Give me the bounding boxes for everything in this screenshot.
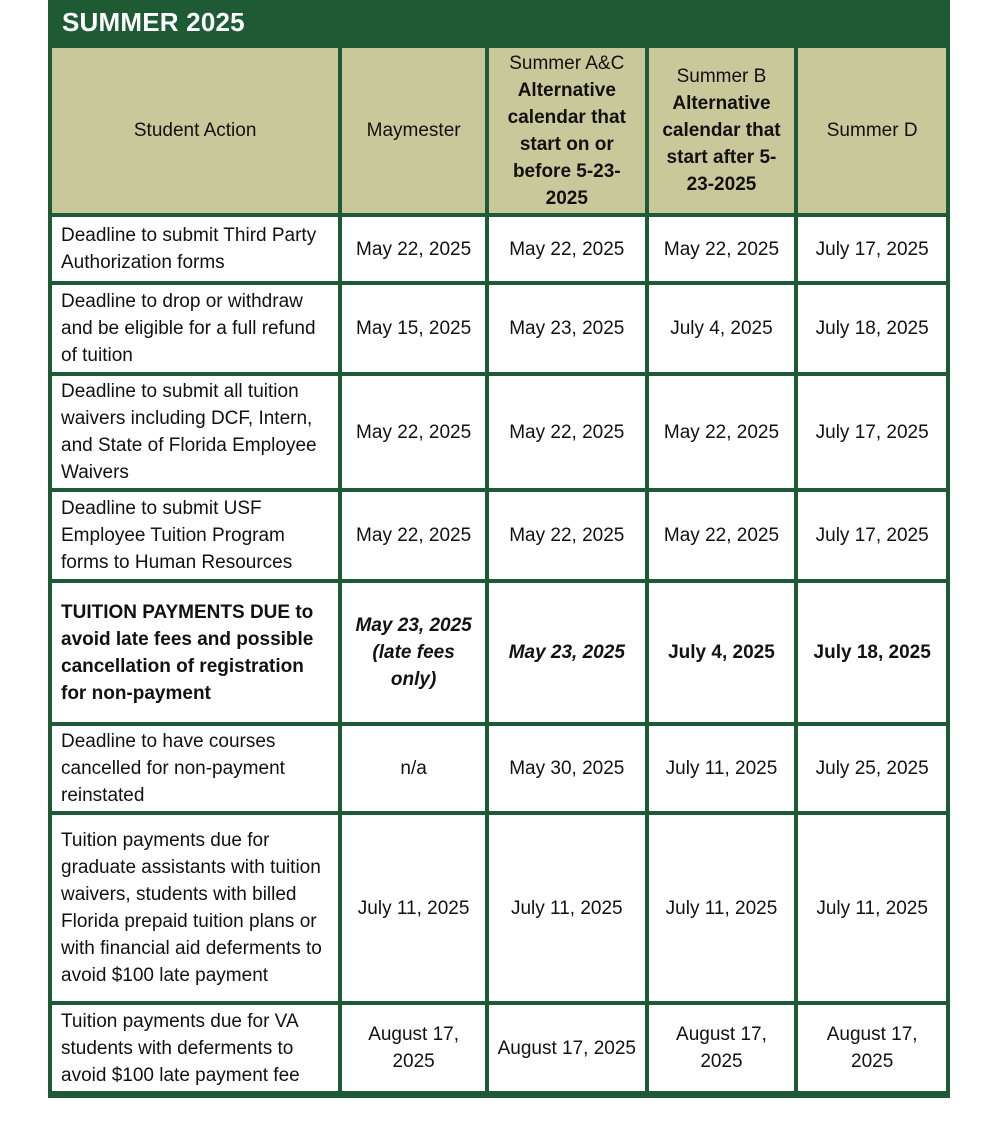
cell-summer-b: May 22, 2025: [649, 376, 795, 488]
cell-summer-d: July 17, 2025: [798, 376, 946, 488]
deadlines-table: [48, 44, 950, 1095]
header-summer-b-note: Alternative calendar that start after 5-23-2025: [662, 93, 781, 195]
header-summer-b: [649, 48, 795, 213]
header-summer-ac: [489, 48, 645, 213]
cell-summer-d: July 18, 2025: [798, 285, 946, 372]
cell-summer-b: July 11, 2025: [649, 815, 795, 1001]
cell-summer-d: August 17, 2025: [798, 1005, 946, 1091]
cell-summer-b: May 22, 2025: [649, 492, 795, 579]
table-title: SUMMER 2025: [48, 0, 950, 44]
cell-summer-d: July 18, 2025: [798, 583, 946, 722]
cell-summer-b: May 22, 2025: [649, 217, 795, 281]
table-row: [52, 217, 946, 281]
row-action: Deadline to submit USF Employee Tuition Program forms to Human Resources: [52, 492, 338, 579]
cell-maymester: May 22, 2025: [342, 492, 485, 579]
table-row: [52, 815, 946, 1001]
row-action: Deadline to submit Third Party Authorization forms: [52, 217, 338, 281]
table-row: [52, 492, 946, 579]
cell-summer-ac: May 22, 2025: [489, 376, 645, 488]
row-action: Deadline to have courses cancelled for non-payment reinstated: [52, 726, 338, 811]
cell-summer-ac: May 30, 2025: [489, 726, 645, 811]
table-row: [52, 726, 946, 811]
cell-summer-ac: May 23, 2025: [489, 583, 645, 722]
cell-maymester: May 23, 2025 (late fees only): [342, 583, 485, 722]
cell-maymester: n/a: [342, 726, 485, 811]
row-action: Deadline to submit all tuition waivers including DCF, Intern, and State of Florida Employee Waivers: [52, 376, 338, 488]
cell-summer-d: July 17, 2025: [798, 217, 946, 281]
cell-summer-ac: May 22, 2025: [489, 492, 645, 579]
header-summer-ac-note: Alternative calendar that start on or before 5-23-2025: [507, 79, 626, 209]
cell-summer-d: July 25, 2025: [798, 726, 946, 811]
cell-summer-ac: May 22, 2025: [489, 217, 645, 281]
cell-summer-ac: July 11, 2025: [489, 815, 645, 1001]
row-action: Deadline to drop or withdraw and be eligible for a full refund of tuition: [52, 285, 338, 372]
cell-maymester: May 22, 2025: [342, 376, 485, 488]
summer-deadlines-panel: [48, 0, 950, 1098]
row-action: Tuition payments due for VA students with deferments to avoid $100 late payment fee: [52, 1005, 338, 1091]
header-summer-d: Summer D: [798, 48, 946, 213]
table-row: [52, 1005, 946, 1091]
cell-maymester: May 22, 2025: [342, 217, 485, 281]
header-maymester: Maymester: [342, 48, 485, 213]
table-row: [52, 285, 946, 372]
cell-summer-d: July 17, 2025: [798, 492, 946, 579]
cell-summer-b: July 4, 2025: [649, 583, 795, 722]
cell-maymester: May 15, 2025: [342, 285, 485, 372]
cell-summer-d: July 11, 2025: [798, 815, 946, 1001]
row-action: TUITION PAYMENTS DUE to avoid late fees and possible cancellation of registration for non-payment: [52, 583, 338, 722]
header-summer-b-label: Summer B: [676, 66, 767, 87]
cell-summer-ac: August 17, 2025: [489, 1005, 645, 1091]
cell-summer-b: July 4, 2025: [649, 285, 795, 372]
table-row: [52, 583, 946, 722]
header-summer-ac-label: Summer A&C: [509, 52, 625, 74]
header-student-action: Student Action: [52, 48, 338, 213]
cell-summer-ac: May 23, 2025: [489, 285, 645, 372]
header-row: [52, 48, 946, 213]
cell-maymester: July 11, 2025: [342, 815, 485, 1001]
cell-summer-b: August 17, 2025: [649, 1005, 795, 1091]
cell-summer-b: July 11, 2025: [649, 726, 795, 811]
row-action: Tuition payments due for graduate assistants with tuition waivers, students with billed Florida prepaid tuition plans or with financial aid deferments to avoid $100 late payment: [52, 815, 338, 1001]
table-row: [52, 376, 946, 488]
cell-maymester: August 17, 2025: [342, 1005, 485, 1091]
